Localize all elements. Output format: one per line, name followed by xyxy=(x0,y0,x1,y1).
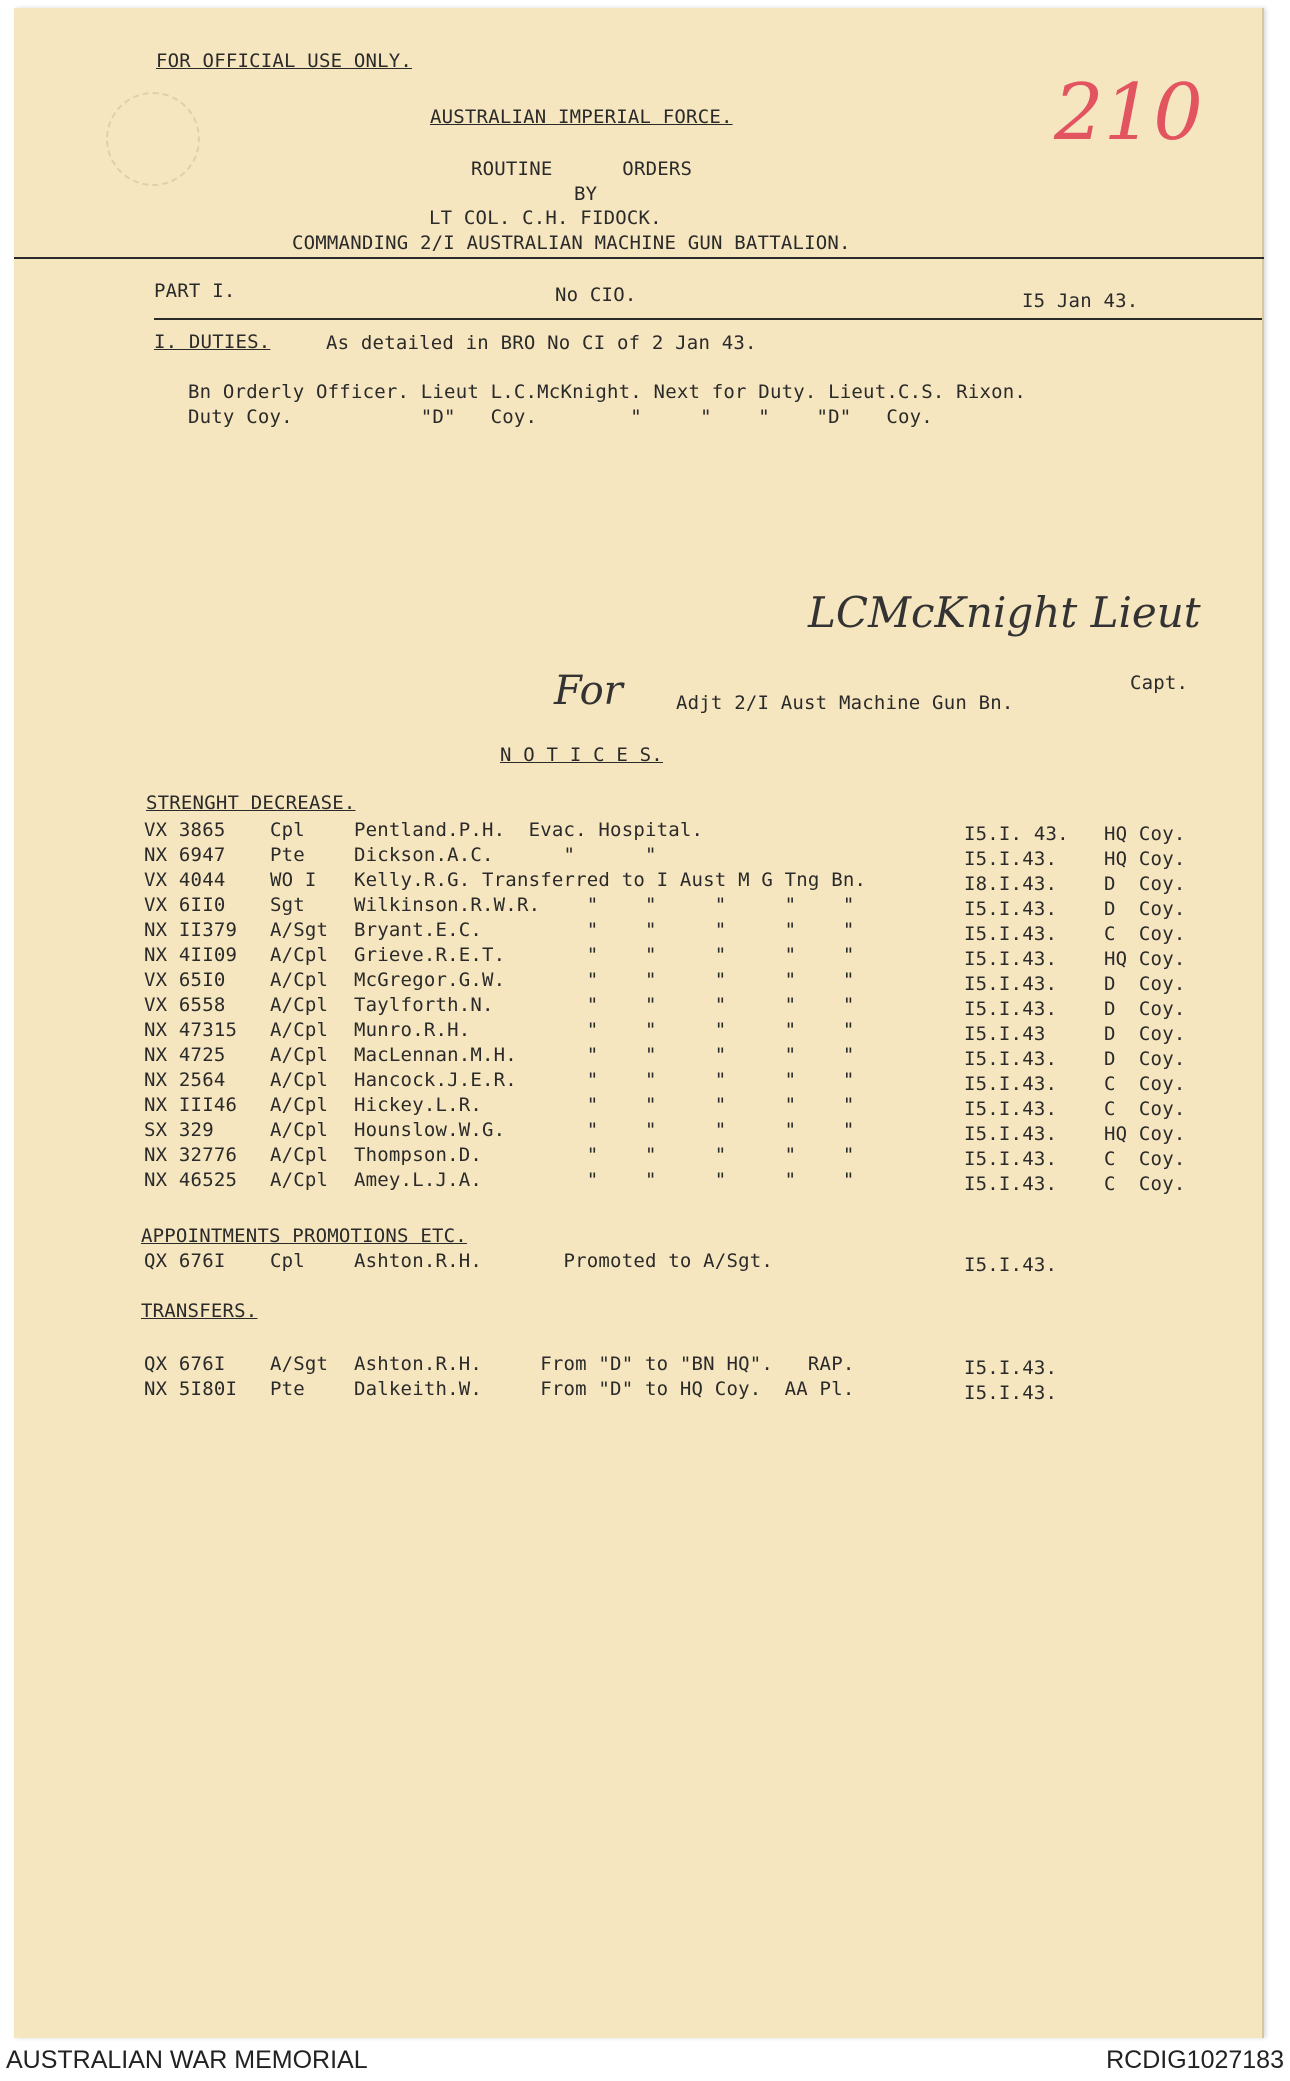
company: D Coy. xyxy=(1104,1023,1186,1045)
entry: McGregor.G.W. " " " " " xyxy=(354,969,855,991)
entry-date: I5.I.43. xyxy=(964,1254,1058,1276)
service-number: NX 2564 xyxy=(144,1069,226,1091)
entry-date: I5.I.43. xyxy=(964,848,1058,870)
rank: Cpl xyxy=(270,1250,305,1272)
rank: A/Cpl xyxy=(270,1094,329,1116)
entry-date: I5.I.43. xyxy=(964,898,1058,920)
service-number: NX 47315 xyxy=(144,1019,238,1041)
header-rule-top xyxy=(14,257,1264,259)
entry-date: I8.I.43. xyxy=(964,873,1058,895)
service-number: NX III46 xyxy=(144,1094,238,1116)
entry-date: I5.I. 43. xyxy=(964,823,1069,845)
transfers-heading: TRANSFERS. xyxy=(141,1300,258,1322)
red-annotation: 210 xyxy=(1054,68,1203,158)
entry: Bryant.E.C. " " " " " xyxy=(354,919,855,941)
rank: A/Cpl xyxy=(270,1019,329,1041)
duties-text: As detailed in BRO No CI of 2 Jan 43. xyxy=(326,332,757,354)
entry: Wilkinson.R.W.R. " " " " " xyxy=(354,894,855,916)
service-number: VX 4044 xyxy=(144,869,226,891)
entry-date: I5.I.43. xyxy=(964,1382,1058,1404)
order-number: No CIO. xyxy=(555,284,637,306)
rank: WO I xyxy=(270,869,317,891)
rank: A/Sgt xyxy=(270,1353,329,1375)
entry: Ashton.R.H. From "D" to "BN HQ". RAP. xyxy=(354,1353,855,1375)
rank: A/Cpl xyxy=(270,1069,329,1091)
captain-rank: Capt. xyxy=(1130,672,1189,694)
entry-date: I5.I.43. xyxy=(964,1357,1058,1379)
embossed-seal-icon xyxy=(106,92,200,186)
entry-date: I5.I.43. xyxy=(964,1173,1058,1195)
entry-date: I5.I.43. xyxy=(964,1148,1058,1170)
rank: Cpl xyxy=(270,819,305,841)
commanding-line: COMMANDING 2/I AUSTRALIAN MACHINE GUN BATTALION. xyxy=(292,232,851,254)
entry-date: I5.I.43 xyxy=(964,1023,1046,1045)
rank: Pte xyxy=(270,844,305,866)
entry-date: I5.I.43. xyxy=(964,948,1058,970)
part-label: PART I. xyxy=(154,280,236,302)
company: D Coy. xyxy=(1104,898,1186,920)
document-page xyxy=(14,8,1264,2038)
entry: Munro.R.H. " " " " " xyxy=(354,1019,855,1041)
entry-date: I5.I.43. xyxy=(964,998,1058,1020)
entry: Dickson.A.C. " " xyxy=(354,844,657,866)
rank: A/Cpl xyxy=(270,1044,329,1066)
header-rule-bottom xyxy=(154,318,1262,320)
entry: Kelly.R.G. Transferred to I Aust M G Tng Bn. xyxy=(354,869,867,891)
entry: Thompson.D. " " " " " xyxy=(354,1144,855,1166)
entry-date: I5.I.43. xyxy=(964,1098,1058,1120)
company: C Coy. xyxy=(1104,1173,1186,1195)
rank: A/Cpl xyxy=(270,994,329,1016)
rank: A/Cpl xyxy=(270,1119,329,1141)
company: D Coy. xyxy=(1104,1048,1186,1070)
service-number: NX 6947 xyxy=(144,844,226,866)
entry: Grieve.R.E.T. " " " " " xyxy=(354,944,855,966)
service-number: NX 4725 xyxy=(144,1044,226,1066)
duties-line-1: Bn Orderly Officer. Lieut L.C.McKnight. Next for Duty. Lieut.C.S. Rixon. xyxy=(188,381,1027,403)
service-number: QX 676I xyxy=(144,1353,226,1375)
company: C Coy. xyxy=(1104,1148,1186,1170)
force-title: AUSTRALIAN IMPERIAL FORCE. xyxy=(430,106,733,128)
handwritten-signature: LCMcKnight Lieut xyxy=(808,588,1201,637)
by-label: BY xyxy=(574,183,598,205)
strength-decrease-heading: STRENGHT DECREASE. xyxy=(146,792,356,814)
service-number: VX 6558 xyxy=(144,994,226,1016)
company: D Coy. xyxy=(1104,973,1186,995)
rank: A/Cpl xyxy=(270,1144,329,1166)
service-number: QX 676I xyxy=(144,1250,226,1272)
entry-date: I5.I.43. xyxy=(964,973,1058,995)
service-number: VX 65I0 xyxy=(144,969,226,991)
entry: Ashton.R.H. Promoted to A/Sgt. xyxy=(354,1250,774,1272)
duties-line-2: Duty Coy. "D" Coy. " " " "D" Coy. xyxy=(188,406,933,428)
handwritten-for: For xyxy=(554,668,623,714)
rank: A/Cpl xyxy=(270,969,329,991)
entry: Dalkeith.W. From "D" to HQ Coy. AA Pl. xyxy=(354,1378,855,1400)
notices-heading: N O T I C E S. xyxy=(500,744,663,766)
entry-date: I5.I.43. xyxy=(964,1048,1058,1070)
service-number: NX 32776 xyxy=(144,1144,238,1166)
company: HQ Coy. xyxy=(1104,1123,1186,1145)
company: C Coy. xyxy=(1104,1073,1186,1095)
appointments-heading: APPOINTMENTS PROMOTIONS ETC. xyxy=(141,1225,467,1247)
company: D Coy. xyxy=(1104,873,1186,895)
routine-orders-title: ROUTINE ORDERS xyxy=(471,158,693,180)
service-number: NX 4II09 xyxy=(144,944,238,966)
entry-date: I5.I.43. xyxy=(964,1123,1058,1145)
service-number: NX 5I80I xyxy=(144,1378,238,1400)
service-number: NX 46525 xyxy=(144,1169,238,1191)
company: HQ Coy. xyxy=(1104,823,1186,845)
company: C Coy. xyxy=(1104,1098,1186,1120)
footer-right: RCDIG1027183 xyxy=(1106,2046,1284,2074)
rank: A/Cpl xyxy=(270,1169,329,1191)
company: HQ Coy. xyxy=(1104,948,1186,970)
entry: Amey.L.J.A. " " " " " xyxy=(354,1169,855,1191)
rank: Pte xyxy=(270,1378,305,1400)
rank: A/Cpl xyxy=(270,944,329,966)
service-number: NX II379 xyxy=(144,919,238,941)
entry-date: I5.I.43. xyxy=(964,923,1058,945)
service-number: SX 329 xyxy=(144,1119,214,1141)
rank: Sgt xyxy=(270,894,305,916)
company: D Coy. xyxy=(1104,998,1186,1020)
order-date: I5 Jan 43. xyxy=(1022,290,1139,312)
officer-name: LT COL. C.H. FIDOCK. xyxy=(429,207,662,229)
entry: Hounslow.W.G. " " " " " xyxy=(354,1119,855,1141)
company: C Coy. xyxy=(1104,923,1186,945)
duties-heading: I. DUTIES. xyxy=(154,331,271,353)
entry: MacLennan.M.H. " " " " " xyxy=(354,1044,855,1066)
company: HQ Coy. xyxy=(1104,848,1186,870)
entry: Hickey.L.R. " " " " " xyxy=(354,1094,855,1116)
entry: Hancock.J.E.R. " " " " " xyxy=(354,1069,855,1091)
entry: Taylforth.N. " " " " " xyxy=(354,994,855,1016)
service-number: VX 6II0 xyxy=(144,894,226,916)
rank: A/Sgt xyxy=(270,919,329,941)
official-use-label: FOR OFFICIAL USE ONLY. xyxy=(156,50,413,72)
service-number: VX 3865 xyxy=(144,819,226,841)
adjutant-title: Adjt 2/I Aust Machine Gun Bn. xyxy=(676,692,1014,714)
entry-date: I5.I.43. xyxy=(964,1073,1058,1095)
footer-left: AUSTRALIAN WAR MEMORIAL xyxy=(6,2046,368,2074)
entry: Pentland.P.H. Evac. Hospital. xyxy=(354,819,704,841)
